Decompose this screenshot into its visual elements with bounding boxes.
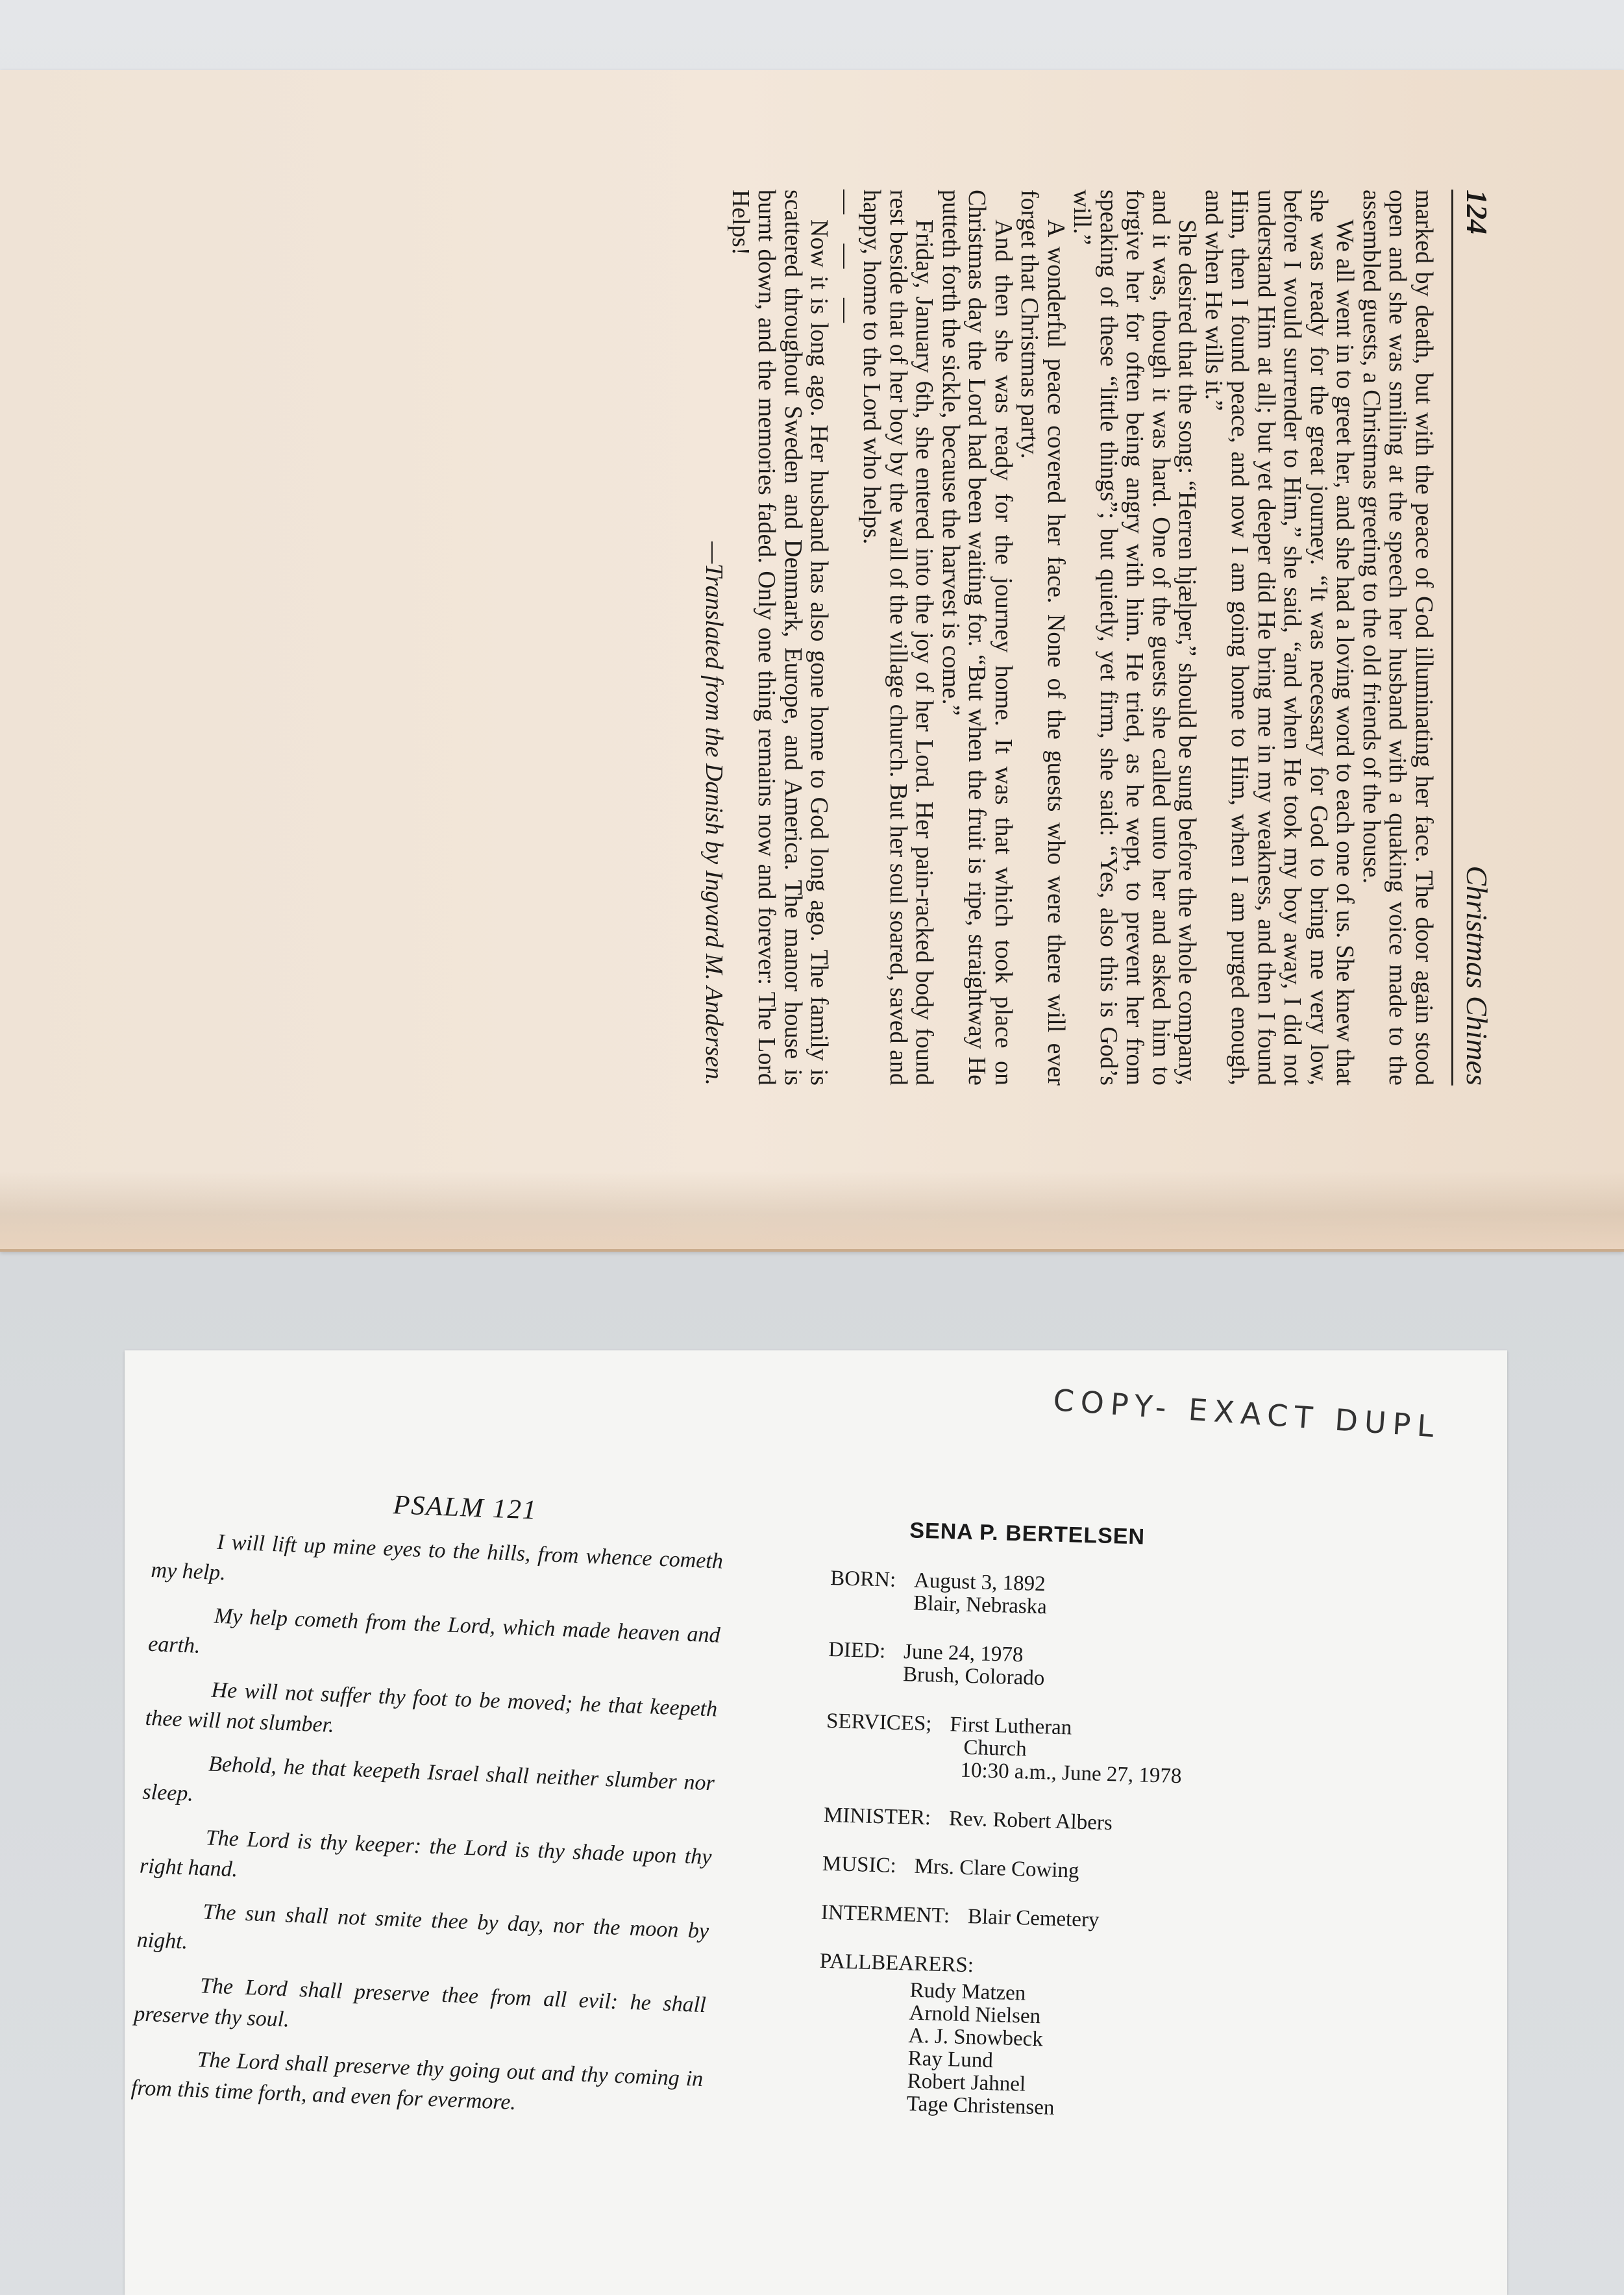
book-paragraph: A wonderful peace covered her face. None of the guests who were there will ever forget that Christmas party.	[1016, 190, 1070, 1085]
psalm-verse: The Lord shall preserve thee from all evil: he shall preserve thy soul.	[133, 1974, 707, 2032]
psalm-verse: He will not suffer thy foot to be moved; he that keepeth thee will not slumber.	[145, 1678, 718, 1737]
psalm-verse: My help cometh from the Lord, which made heaven and earth.	[147, 1604, 721, 1658]
pallbearer-name: A. J. Snowbeck	[908, 2024, 1044, 2052]
died-row	[828, 1639, 1413, 1700]
running-title: Christmas Chimes	[1460, 865, 1494, 1085]
funeral-card	[125, 1350, 1507, 2295]
pallbearer-name: Arnold Nielsen	[909, 2001, 1041, 2029]
services-row	[825, 1710, 1411, 1794]
born-place: Blair, Nebraska	[913, 1591, 1048, 1619]
book-paragraph: Now it is long ago. Her husband has also gone home to God long ago. The family is scattered throughout Sweden and Denmark, Europe, and America. The manor house is burnt down, and the memories faded. Only one thing remains now and forever: The Lord Helps!	[727, 190, 833, 1085]
died-label: DIED:	[828, 1637, 886, 1663]
pallbearer-name: Ray Lund	[907, 2046, 994, 2073]
book-paragraph: —Translated from the Danish by Ingvard M. Andersen.	[700, 541, 728, 1085]
pallbearers-label: PALLBEARERS:	[819, 1949, 974, 1978]
obituary-section	[815, 1516, 1416, 2129]
book-body-text	[701, 190, 1437, 1085]
psalm-verse: Behold, he that keepeth Israel shall neither slumber nor sleep.	[141, 1752, 715, 1806]
psalm-verse: The Lord is thy keeper: the Lord is thy shade upon thy right hand.	[139, 1826, 713, 1882]
pallbearers-row	[819, 1950, 1404, 1989]
torn-page-edge	[0, 1171, 1624, 1252]
died-place: Brush, Colorado	[902, 1663, 1045, 1691]
born-date: August 3, 1892	[913, 1569, 1046, 1596]
services-time: 10:30 a.m., June 27, 1978	[960, 1758, 1182, 1789]
book-paragraph: She desired that the song: “Herren hjælper,” should be sung before the whole company, and it was, though it was hard. One of the guests she called unto her and asked him to forgive her for often being angry with him. He tried, as he wept, to prevent her from speaking of these “little things”; but quietly, yet firm, she said: “Yes, also this is God’s will.”	[1068, 190, 1201, 1085]
minister-row	[824, 1804, 1409, 1843]
music-label: MUSIC:	[822, 1852, 897, 1878]
rotated-book-text	[157, 190, 1494, 1085]
book-paragraph: We all went in to greet her, and she had a loving word to each one of us. She knew that she was ready for the great journey. “It was necessary for God to bring me very low, before I would surrender to Him,” she said, “and when He took my boy away, I did not understand Him at all; but yet deeper did He bring me in my weakness, and then I found Him, then I found peace, and now I am going home to Him, when I am purged enough, and when He wills it.”	[1200, 190, 1359, 1085]
interment-value: Blair Cemetery	[967, 1905, 1100, 1932]
minister-value: Rev. Robert Albers	[948, 1807, 1113, 1835]
services-place-cont: Church	[963, 1735, 1027, 1761]
deceased-name: SENA P. BERTELSEN	[909, 1518, 1146, 1550]
book-paragraph: — — —	[832, 190, 859, 334]
born-row	[830, 1567, 1415, 1629]
services-place: First Lutheran	[949, 1713, 1072, 1740]
died-date: June 24, 1978	[903, 1640, 1024, 1667]
music-row	[822, 1853, 1407, 1892]
psalm-title: PSALM 121	[392, 1490, 538, 1526]
book-paragraph: Friday, January 6th, she entered into the joy of her Lord. Her pain-racked body found rest beside that of her boy by the wall of the village church. But her soul soared, saved and happy, home to the Lord who helps.	[858, 190, 939, 1085]
page-number: 124	[1460, 190, 1494, 234]
page-header	[1451, 190, 1494, 1085]
born-label: BORN:	[830, 1566, 896, 1592]
book-paragraph: And then she was ready for the journey home. It was that which took place on Christmas day the Lord had been waiting for. “But when the fruit is ripe, straightway He putteth forth the sickle, because the harvest is come.”	[937, 190, 1017, 1085]
interment-label: INTERMENT:	[820, 1900, 950, 1928]
psalm-verse: I will lift up mine eyes to the hills, from whence cometh my help.	[150, 1530, 724, 1585]
book-paragraph: marked by death, but with the peace of God illuminating her face. The door again stood open and she was smiling at the speech her husband with a quaking voice made to the assembled guests, a Christmas greeting to the old friends of the house.	[1358, 190, 1438, 1085]
minister-label: MINISTER:	[823, 1803, 931, 1830]
psalm-verse: The Lord shall preserve thy going out and thy coming in from this time forth, and even for evermore.	[130, 2048, 704, 2115]
services-label: SERVICES;	[826, 1709, 933, 1736]
pallbearer-name: Rudy Matzen	[909, 1978, 1026, 2005]
handwritten-annotation: COPY- EXACT DUPL	[1052, 1382, 1442, 1445]
interment-row	[820, 1902, 1405, 1941]
music-value: Mrs. Clare Cowing	[914, 1854, 1079, 1883]
psalm-section	[130, 1480, 725, 2138]
pallbearers-list	[906, 1979, 1403, 2129]
pallbearer-name: Tage Christensen	[906, 2092, 1055, 2120]
psalm-verses	[130, 1524, 724, 2125]
pallbearer-name: Robert Jahnel	[907, 2069, 1026, 2096]
psalm-verse: The sun shall not smite thee by day, nor the moon by night.	[136, 1900, 709, 1954]
